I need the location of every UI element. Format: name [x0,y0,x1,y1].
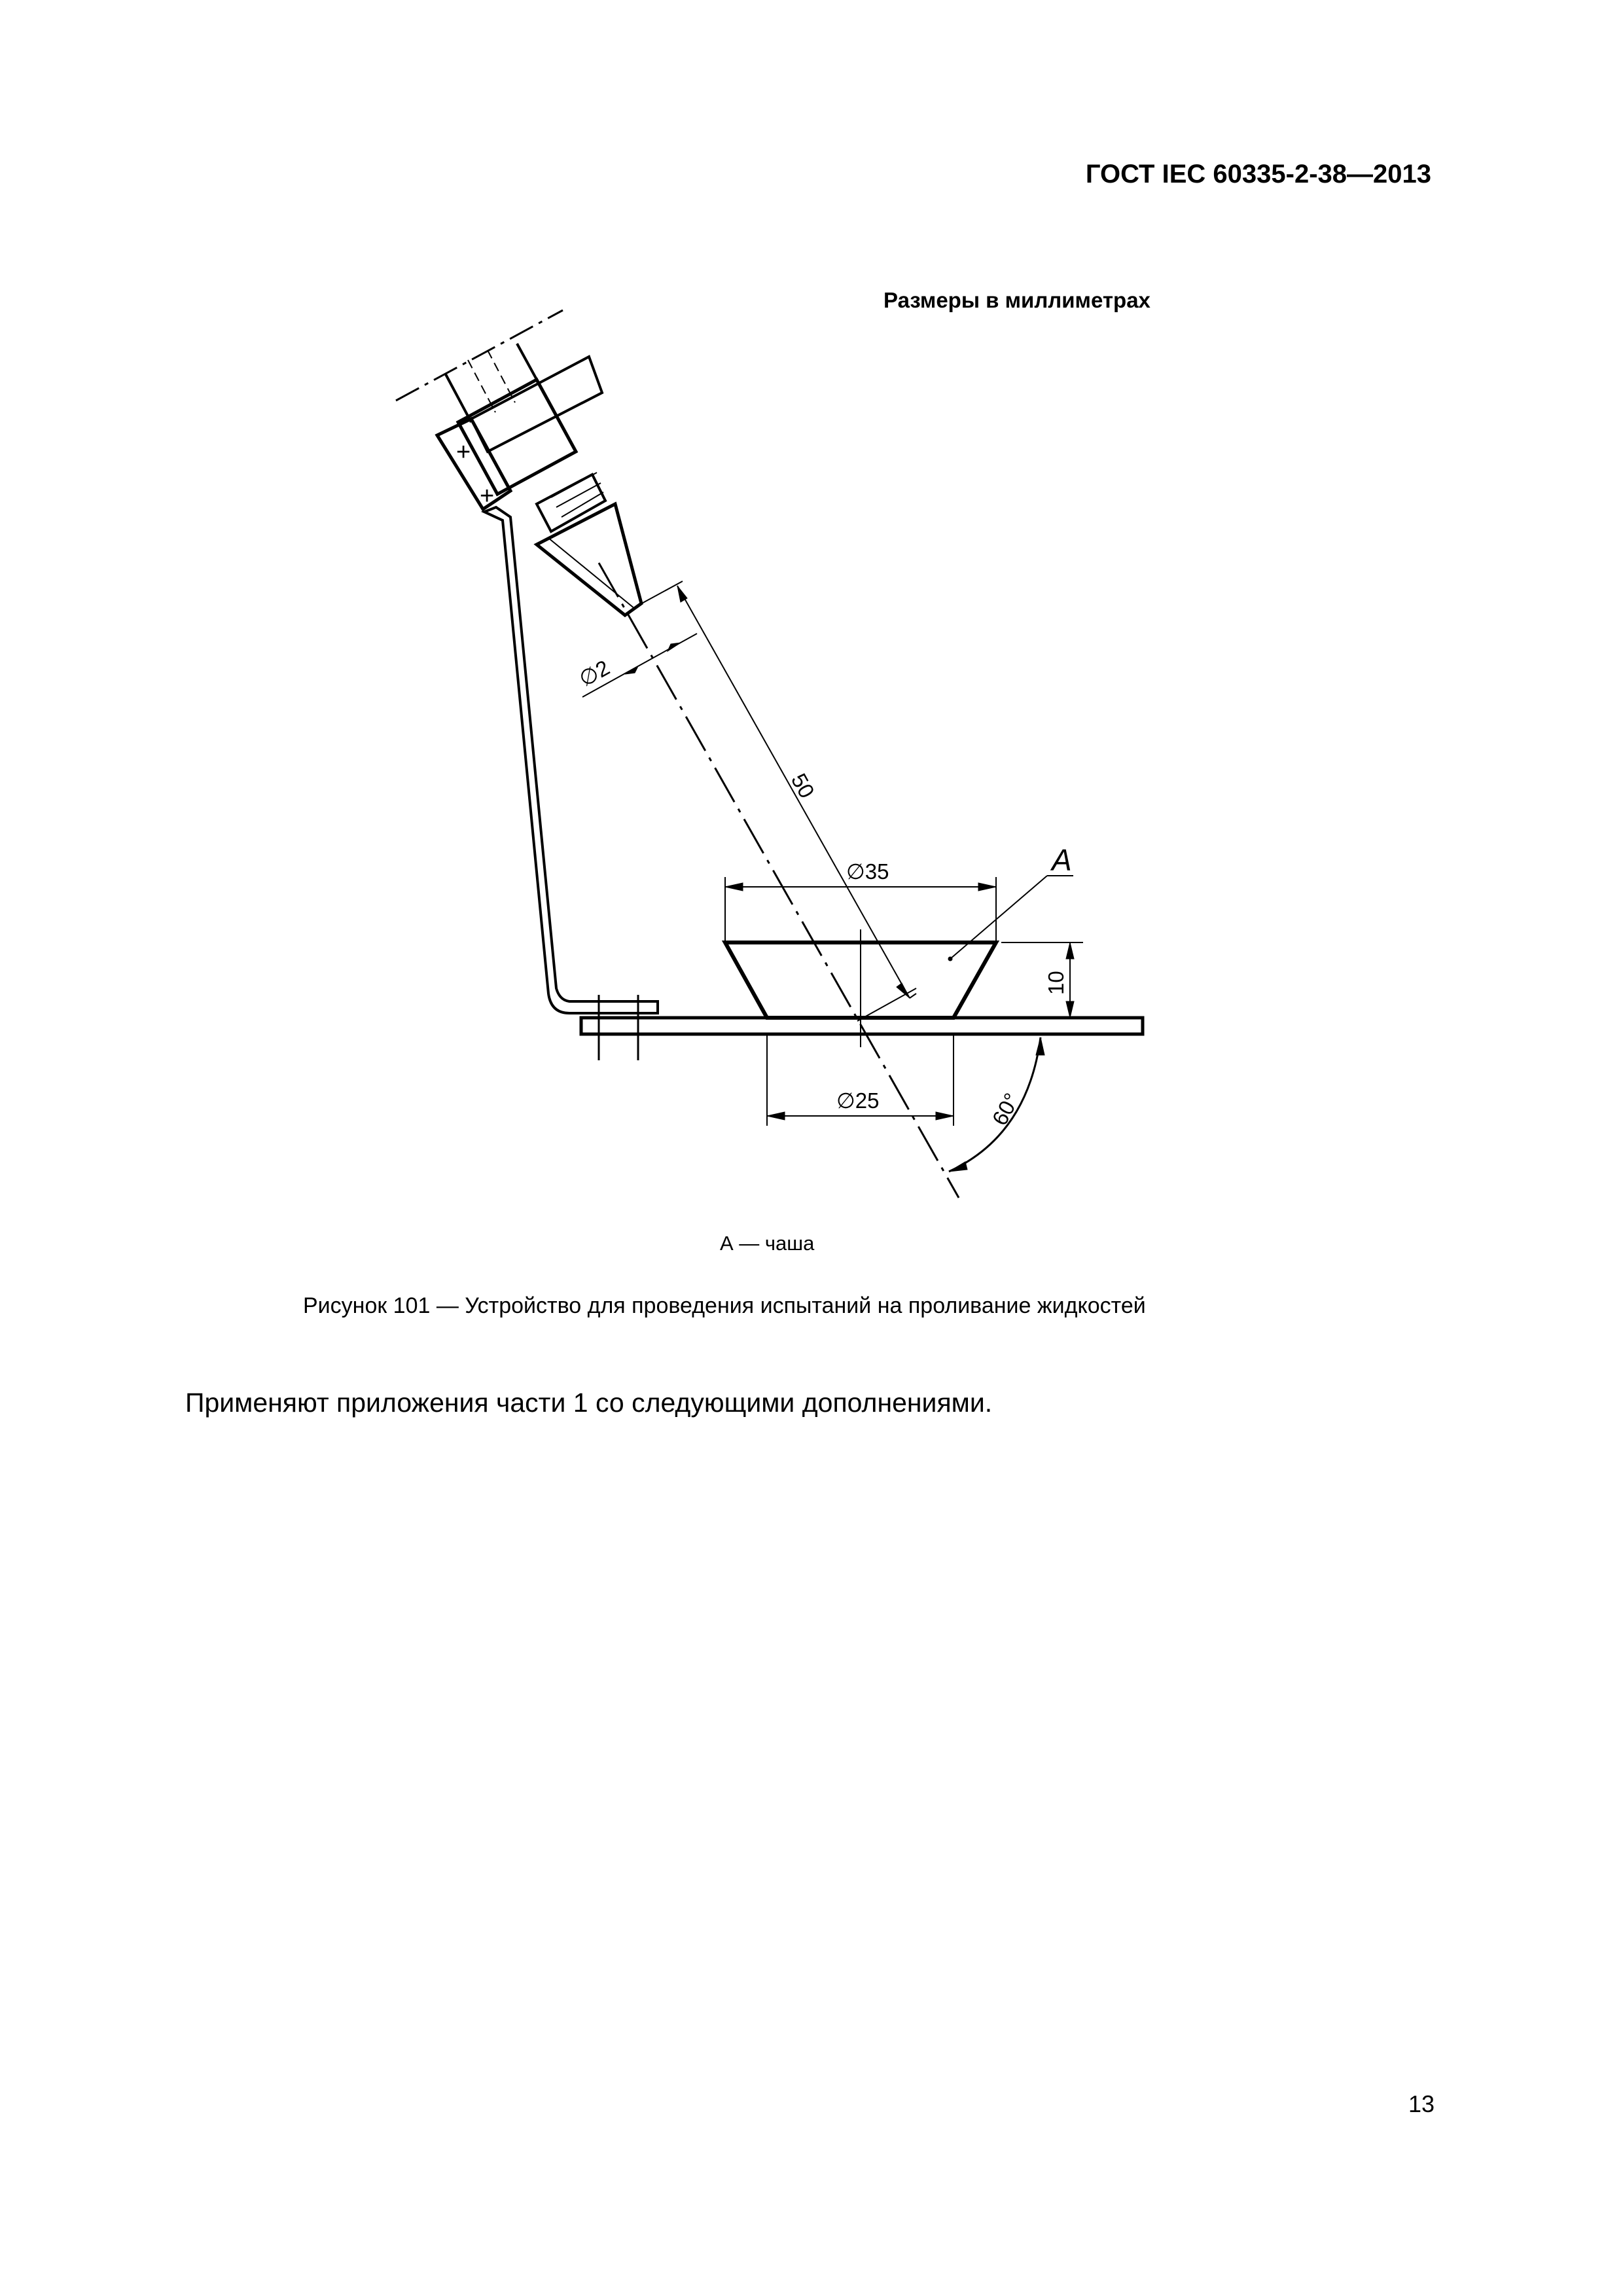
label-d35: ∅35 [846,859,889,884]
body-paragraph: Применяют приложения части 1 со следующими дополнениями. [185,1388,993,1418]
svg-text:+: + [480,482,495,510]
support-arm [484,507,658,1013]
nozzle-axis [396,310,563,401]
label-d25: ∅25 [836,1088,880,1113]
nozzle-washer [437,419,510,509]
label-d2: ∅2 [575,655,614,692]
svg-text:+: + [456,439,471,466]
document-header: ГОСТ IEC 60335-2-38—2013 [1085,160,1431,188]
nozzle-cone [537,504,641,615]
units-note: Размеры в миллиметрах [883,288,1150,312]
figure-caption: Рисунок 101 — Устройство для проведения испытаний на проливание жидкостей [303,1293,1146,1318]
label-10: 10 [1044,971,1068,995]
label-50: 50 [786,769,820,802]
page-number: 13 [1408,2090,1435,2117]
nozzle-thread [537,475,605,531]
figure-legend: А — чаша [720,1232,815,1255]
callout-leader [950,876,1047,959]
label-60: 60° [987,1088,1024,1130]
label-callout-a: A [1052,843,1072,877]
